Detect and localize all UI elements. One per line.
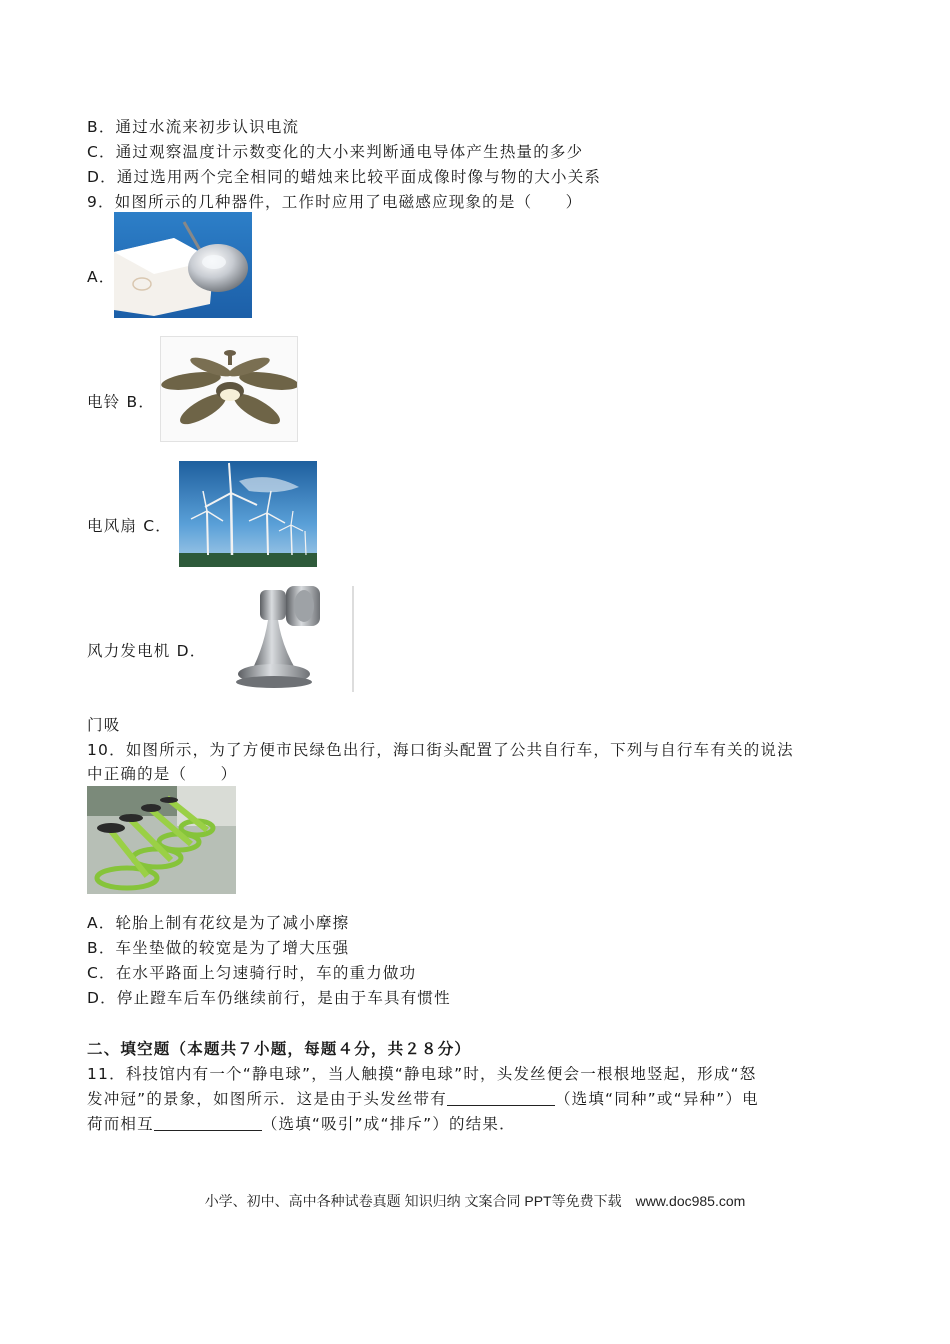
option-8b: B．通过水流来初步认识电流 xyxy=(87,118,300,136)
q11-line3-text-b: （选填“吸引”成“排斥”）的结果． xyxy=(261,1115,516,1133)
q11-line3-text-a: 荷而相互 xyxy=(87,1115,154,1133)
question-11-line-3 xyxy=(87,1113,516,1135)
option-10d: D．停止蹬车后车仍继续前行，是由于车具有惯性 xyxy=(87,989,451,1007)
electric-bell-image xyxy=(114,212,252,318)
option-10a: A．轮胎上制有花纹是为了减小摩擦 xyxy=(87,914,350,932)
option-10c: C．在水平路面上匀速骑行时，车的重力做功 xyxy=(87,964,417,982)
door-stopper-image xyxy=(216,586,354,692)
option-8d: D．通过选用两个完全相同的蜡烛来比较平面成像时像与物的大小关系 xyxy=(87,168,602,186)
q11-line2-text-b: （选填“同种”或“异种”）电 xyxy=(554,1090,759,1108)
public-bicycles-image xyxy=(87,786,236,894)
label-9d: 风力发电机 D． xyxy=(87,642,207,660)
page-footer: 小学、初中、高中各种试卷真题 知识归纳 文案合同 PPT等免费下载 www.doc985.com xyxy=(204,1193,746,1209)
question-9-stem: 9．如图所示的几种器件，工作时应用了电磁感应现象的是（ ） xyxy=(87,193,583,211)
answer-blank-1[interactable] xyxy=(447,1091,555,1106)
section-2-heading: 二、填空题（本题共７小题，每题４分，共２８分） xyxy=(87,1040,472,1058)
label-9c: 电风扇 C． xyxy=(87,517,172,535)
question-10-stem-1: 10．如图所示，为了方便市民绿色出行，海口街头配置了公共自行车，下列与自行车有关的说法 xyxy=(87,741,794,759)
ceiling-fan-image xyxy=(160,336,298,442)
wind-turbines-image xyxy=(179,461,317,567)
option-10b: B．车坐垫做的较宽是为了增大压强 xyxy=(87,939,350,957)
question-11-line-1: 11．科技馆内有一个“静电球”，当人触摸“静电球”时，头发丝便会一根根地竖起，形成“怒 xyxy=(87,1065,757,1083)
label-9-end: 门吸 xyxy=(87,716,121,734)
question-11-line-2 xyxy=(87,1088,759,1110)
q11-line2-text-a: 发冲冠”的景象，如图所示．这是由于头发丝带有 xyxy=(87,1090,447,1108)
question-10-stem-2: 中正确的是（ ） xyxy=(87,765,238,783)
label-9a: A． xyxy=(87,268,116,286)
answer-blank-2[interactable] xyxy=(154,1116,262,1131)
option-8c: C．通过观察温度计示数变化的大小来判断通电导体产生热量的多少 xyxy=(87,143,584,161)
label-9b: 电铃 B． xyxy=(87,393,156,411)
